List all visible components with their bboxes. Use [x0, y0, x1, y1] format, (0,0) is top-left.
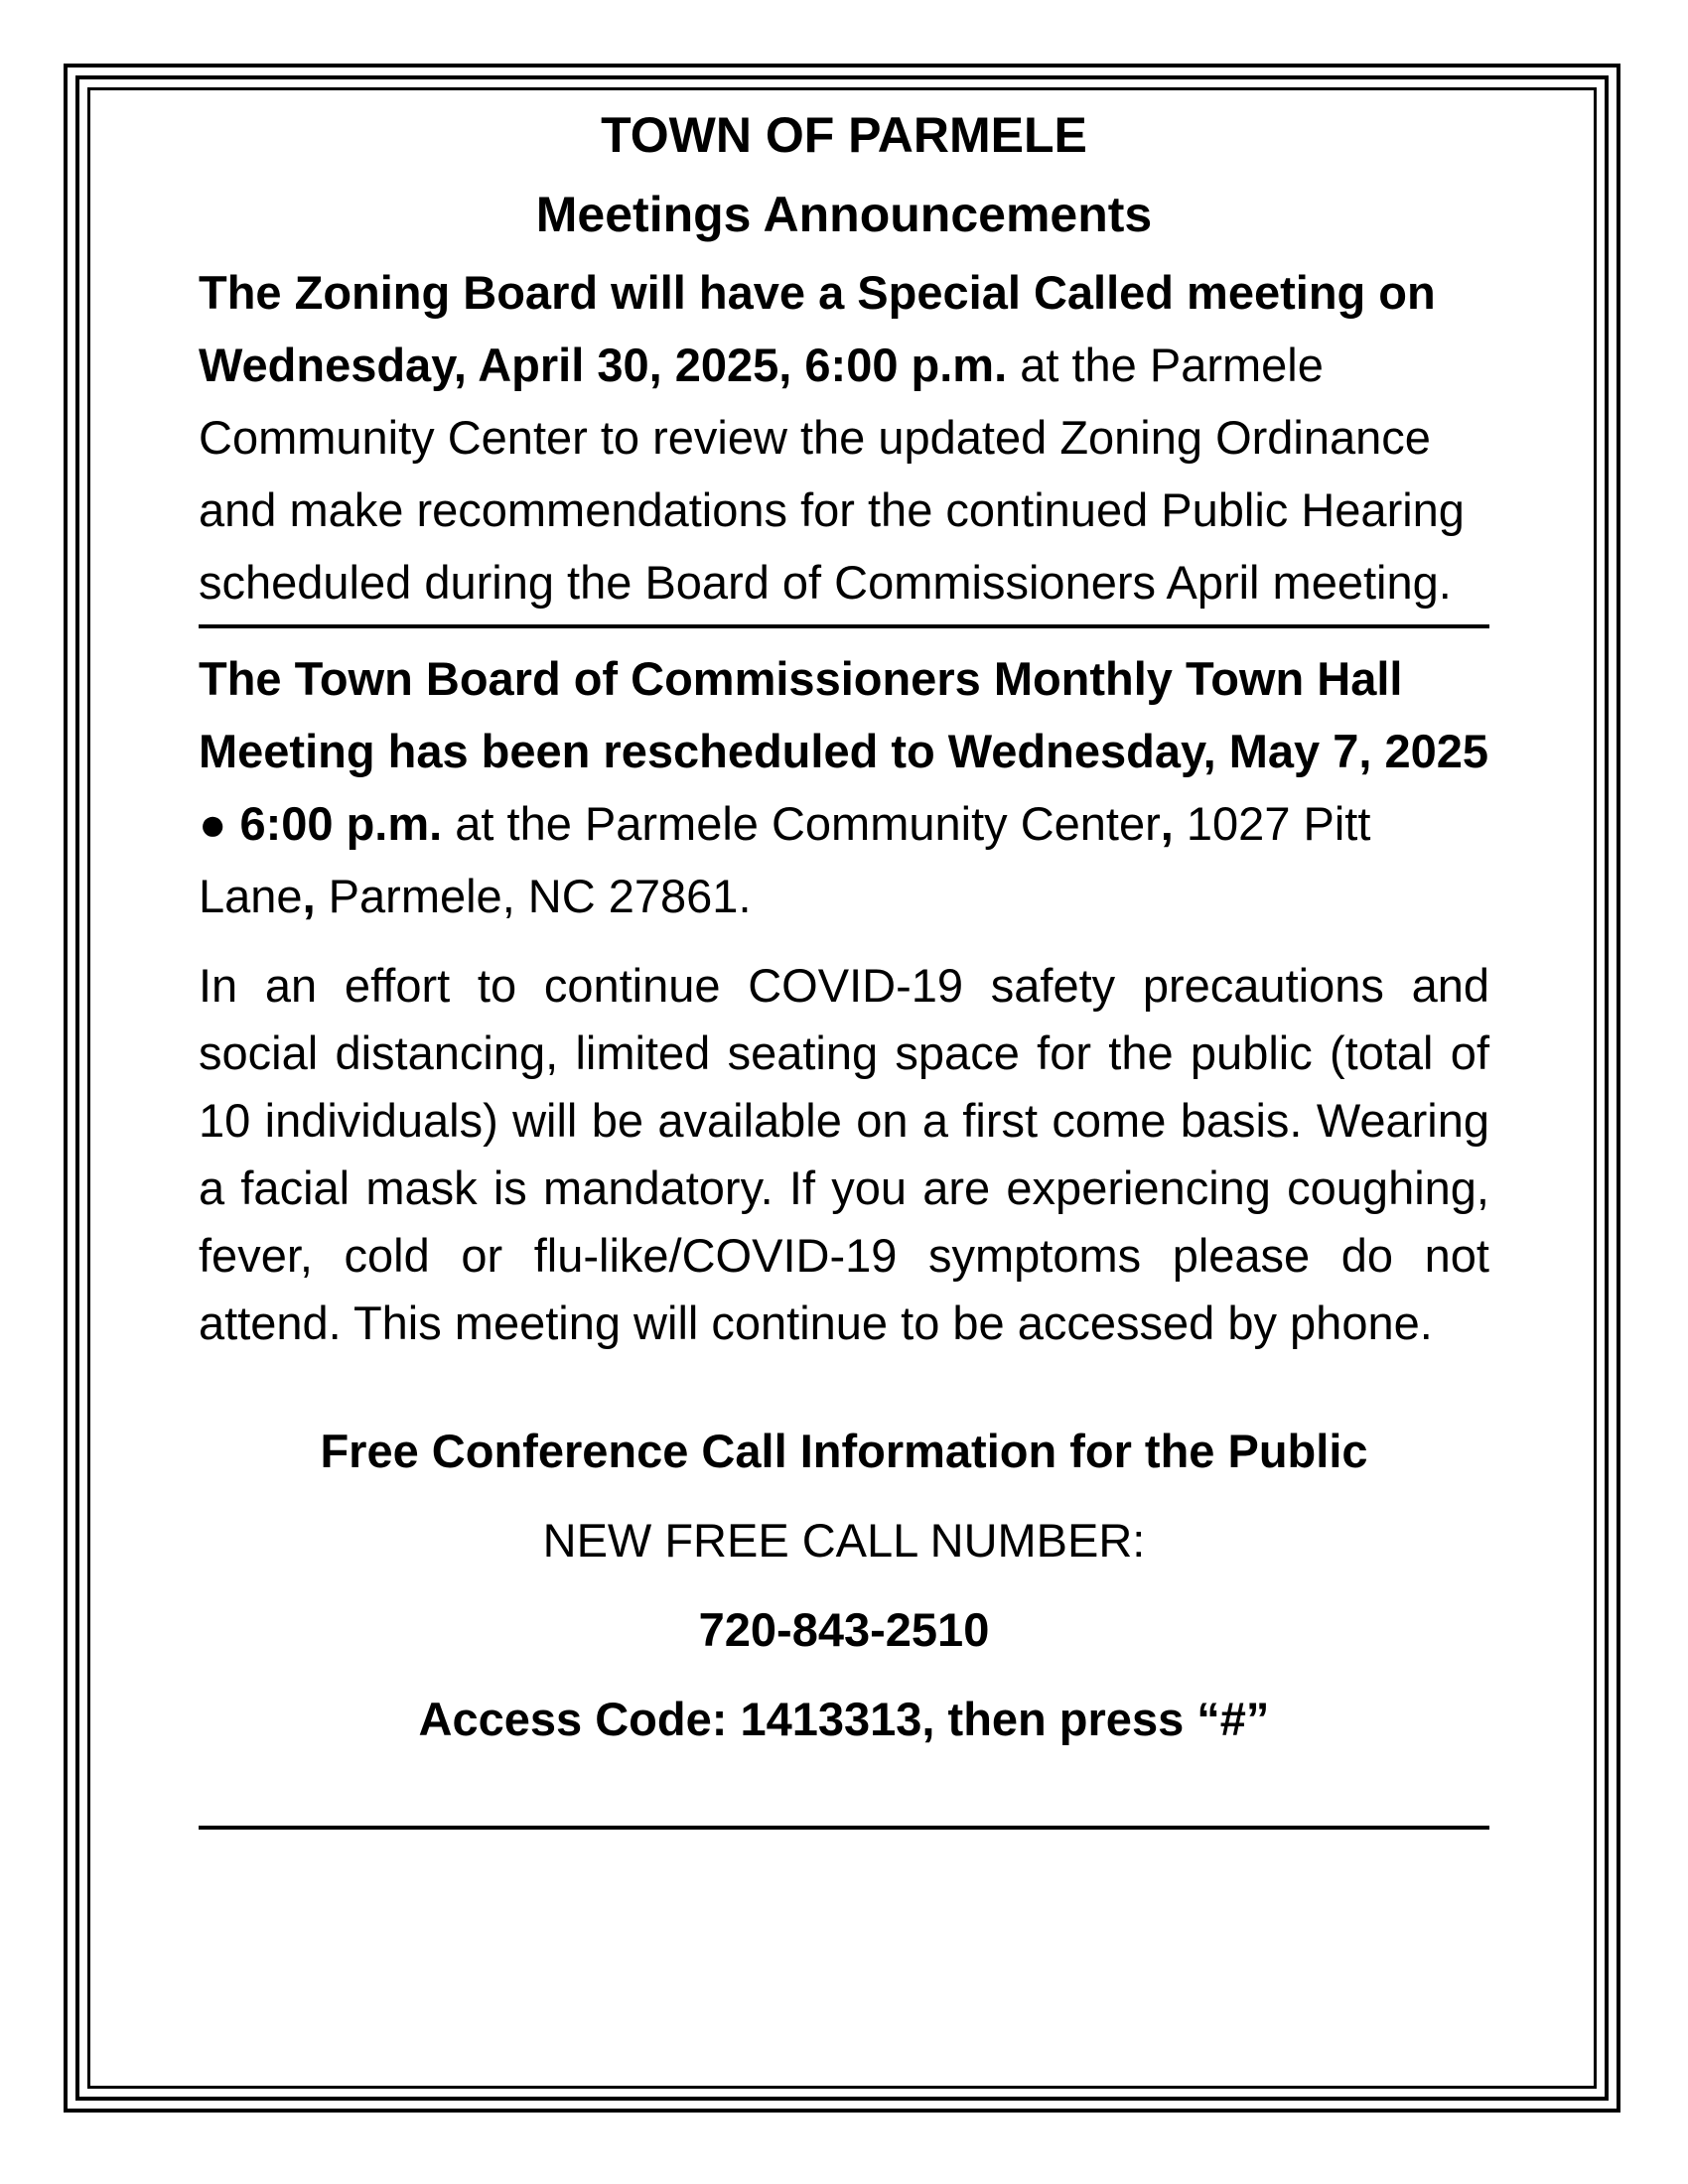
town-hall-comma-1: ,	[1160, 797, 1174, 850]
conference-call-heading: Free Conference Call Information for the Public	[320, 1425, 1368, 1477]
town-hall-address-street: 1027 Pitt Lane	[199, 797, 1371, 922]
notice-content	[199, 99, 1489, 1830]
call-number-label: NEW FREE CALL NUMBER:	[542, 1514, 1146, 1567]
town-hall-address-city: Parmele, NC 27861.	[315, 870, 752, 922]
town-hall-lead: The Town Board of Commissioners Monthly Town Hall Meeting has been rescheduled to Wednesday, May 7, 2025 ● 6:00 p.m.	[199, 652, 1489, 850]
zoning-board-announcement	[199, 256, 1489, 618]
zoning-lead: The Zoning Board will have a Special Called meeting on Wednesday, April 30, 2025, 6:00 p.m.	[199, 266, 1436, 391]
zoning-body: at the Parmele Community Center to review the updated Zoning Ordinance and make recommendations for the continued Public Hearing scheduled during the Board of Commissioners April meeting.	[199, 339, 1465, 609]
call-number: 720-843-2510	[698, 1603, 990, 1656]
covid-notice: In an effort to continue COVID-19 safety precautions and social distancing, limited seating space for the public (total of 10 individuals) will be available on a first come basis. Wearing a facial mask is mandatory. If you are experiencing coughing, fever, cold or flu-like/COVID-19 symptoms please do not attend. This meeting will continue to be accessed by phone.	[199, 959, 1489, 1349]
bottom-divider	[199, 1826, 1489, 1830]
notice-subtitle: Meetings Announcements	[535, 187, 1153, 242]
notice-title: TOWN OF PARMELE	[601, 107, 1087, 163]
town-hall-comma-2: ,	[302, 870, 316, 922]
access-code: Access Code: 1413313, then press “#”	[418, 1693, 1270, 1745]
town-hall-announcement	[199, 642, 1489, 932]
town-hall-location: at the Parmele Community Center	[442, 797, 1161, 850]
section-divider	[199, 624, 1489, 628]
